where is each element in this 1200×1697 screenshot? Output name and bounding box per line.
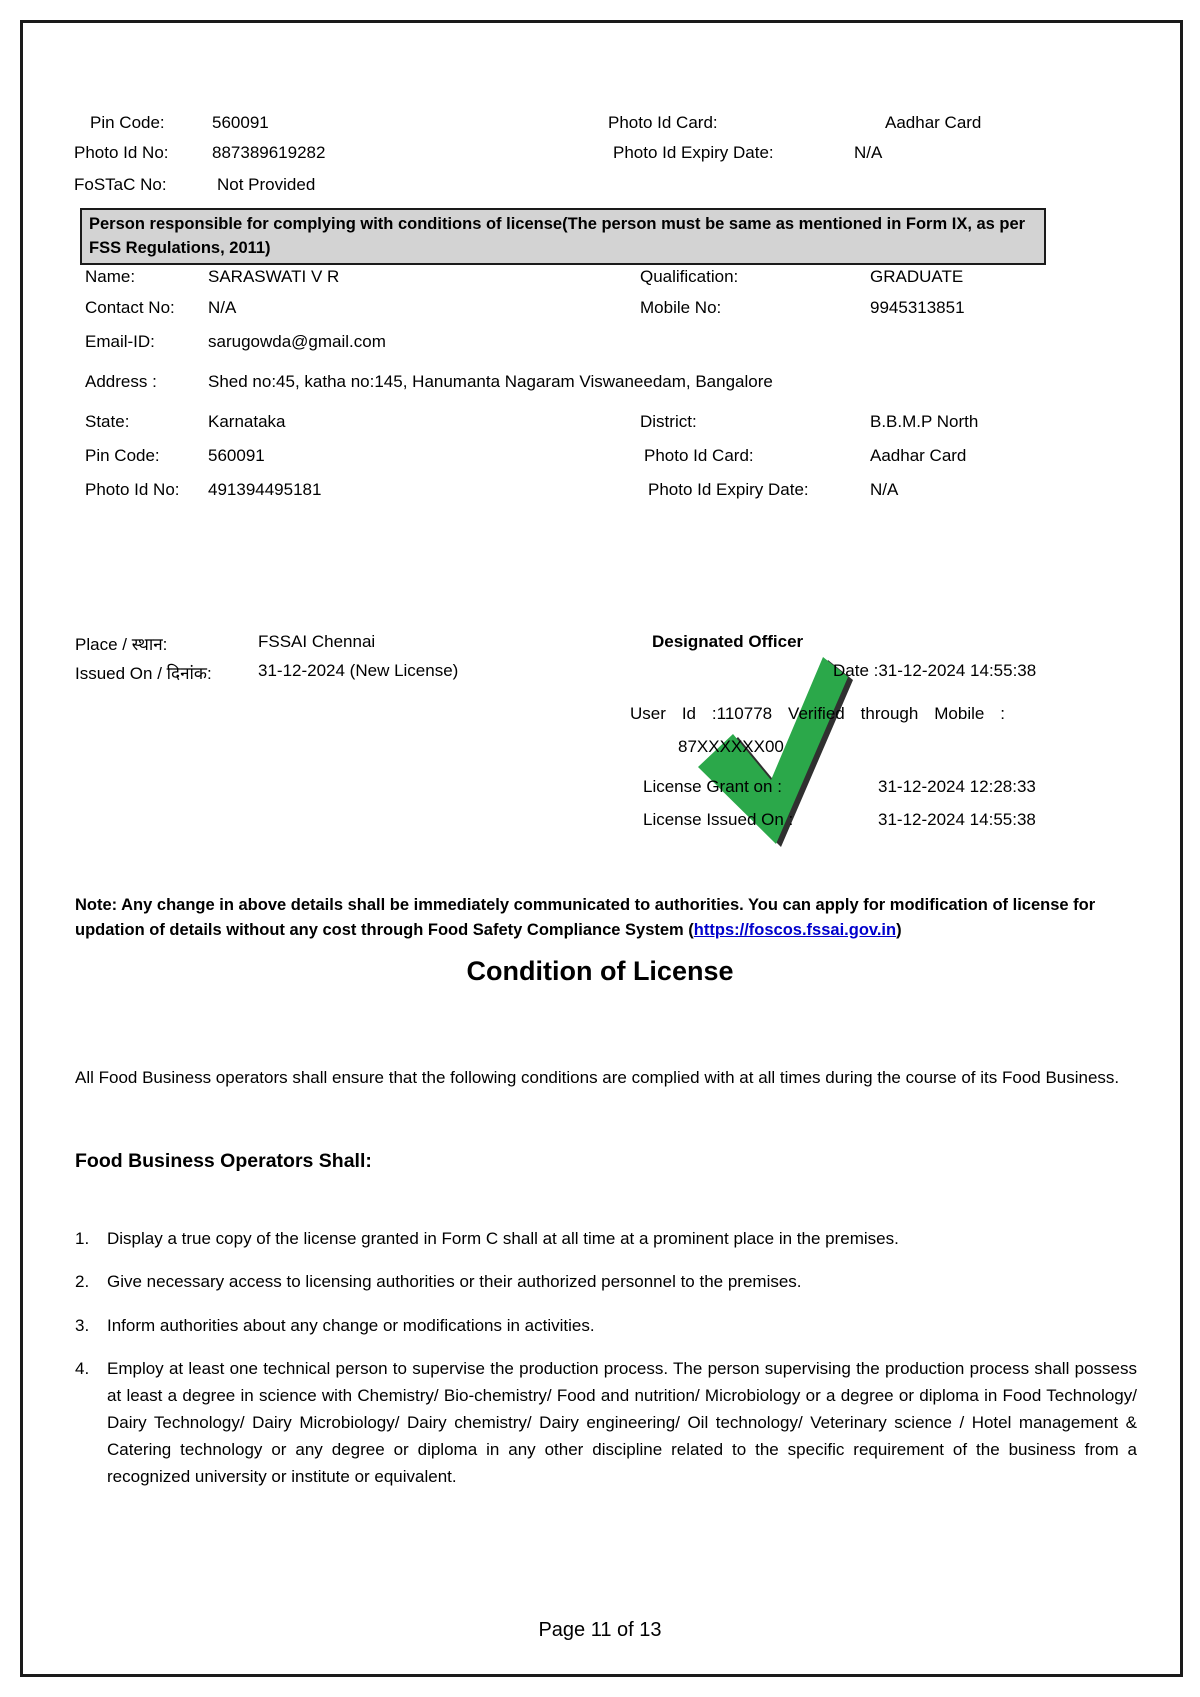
field-label: FoSTaC No: (74, 175, 167, 194)
condition-text: Give necessary access to licensing authorities or their authorized personnel to the premises. (107, 1272, 802, 1291)
condition-text: Display a true copy of the license granted in Form C shall at all time at a prominent place in the premises. (107, 1229, 899, 1248)
person-detail-row (85, 266, 1125, 288)
condition-of-license-title: Condition of License (466, 956, 734, 986)
condition-item (75, 1268, 1137, 1295)
field-value: B.B.M.P North (870, 412, 979, 431)
person-detail-row (85, 297, 1125, 319)
condition-item (75, 1225, 1137, 1252)
field-label: Photo Id No: (74, 143, 169, 162)
field-value: 887389619282 (212, 143, 326, 162)
page-number: Page 11 of 13 (538, 1619, 662, 1641)
condition-text: Inform authorities about any change or modifications in activities. (107, 1316, 595, 1335)
field-value: Aadhar Card (885, 113, 982, 132)
note-text: Note: Any change in above details shall be immediately communicated to authorities. You can apply for modification of license for updation of details without any cost through Food Safety Compliance System ( (75, 896, 1096, 939)
field-label: Pin Code: (90, 113, 165, 132)
condition-number: 3. (75, 1316, 90, 1335)
place-value: FSSAI Chennai (258, 632, 376, 651)
field-value: Shed no:45, katha no:145, Hanumanta Nagaram Viswaneedam, Bangalore (208, 372, 773, 391)
issued-on-row (75, 661, 1125, 684)
field-value: Not Provided (217, 175, 316, 194)
foscos-link[interactable]: https://foscos.fssai.gov.in (693, 920, 897, 939)
masked-mobile: 87XXXXXX00 (678, 737, 784, 756)
field-value: Aadhar Card (870, 446, 967, 465)
field-label: Photo Id No: (85, 480, 180, 499)
field-label: Pin Code: (85, 446, 160, 465)
field-value: 491394495181 (208, 480, 322, 499)
field-label: Mobile No: (640, 298, 722, 317)
field-label: Photo Id Expiry Date: (613, 143, 774, 162)
person-detail-row (85, 331, 1125, 353)
condition-number: 4. (75, 1359, 90, 1378)
designated-officer-label: Designated Officer (652, 632, 804, 651)
field-label: District: (640, 412, 697, 431)
issued-on-value: 31-12-2024 (New License) (258, 661, 459, 680)
person-detail-row (85, 411, 1125, 433)
field-label: Email-ID: (85, 332, 155, 351)
person-detail-row (85, 371, 1125, 393)
field-value: N/A (208, 298, 237, 317)
condition-number: 1. (75, 1229, 90, 1248)
field-value: Karnataka (208, 412, 286, 431)
license-detail-row (74, 142, 1122, 164)
conditions-intro: All Food Business operators shall ensure that the following conditions are complied with at all times during the course of its Food Business. (75, 1068, 1120, 1087)
license-issued-row (643, 810, 1123, 830)
responsible-person-section-header: Person responsible for complying with conditions of license(The person must be same as mentioned in Form IX, as per FSS Regulations, 2011) (80, 208, 1046, 265)
note-suffix: ) (896, 920, 902, 939)
field-label: Address : (85, 372, 157, 391)
grant-value: 31-12-2024 12:28:33 (878, 777, 1036, 796)
signature-date: Date :31-12-2024 14:55:38 (833, 661, 1037, 680)
issued-on-label: Issued On / दिनांक: (75, 664, 212, 683)
field-label: Photo Id Expiry Date: (648, 480, 809, 499)
place-label: Place / स्थान: (75, 635, 168, 654)
fbo-shall-subheading: Food Business Operators Shall: (75, 1150, 372, 1172)
place-row (75, 632, 1125, 655)
field-label: Qualification: (640, 267, 739, 286)
field-value: 560091 (212, 113, 269, 132)
modification-note (75, 893, 1133, 942)
field-label: State: (85, 412, 130, 431)
field-label: Photo Id Card: (644, 446, 754, 465)
license-detail-row (82, 112, 1122, 134)
license-detail-row (74, 174, 1122, 196)
field-value: 560091 (208, 446, 265, 465)
grant-label: License Grant on : (643, 777, 782, 796)
field-label: Name: (85, 267, 136, 286)
condition-text: Employ at least one technical person to supervise the production process. The person supervising the production process shall possess at least a degree in science with Chemistry/ Bio-chemistry/ Food and nutrition/ Microbiology or a degree or diploma in Food Technology/ Dairy Technology/ Dairy Microbiology/ Dairy chemistry/ Dairy engineering/ Oil technology/ Veterinary science / Hotel management & Catering technology or any degree or diploma in any other discipline related to the specific requirement of the business from a recognized university or institute or equivalent. (107, 1359, 1137, 1486)
verified-user-line: User Id :110778 Verified through Mobile : (630, 704, 1005, 723)
field-value: sarugowda@gmail.com (208, 332, 386, 351)
license-grant-row (643, 777, 1123, 797)
field-value: 9945313851 (870, 298, 965, 317)
condition-item (75, 1355, 1137, 1490)
condition-number: 2. (75, 1272, 90, 1291)
condition-item (75, 1312, 1137, 1339)
field-value: SARASWATI V R (208, 267, 340, 286)
field-label: Photo Id Card: (608, 113, 718, 132)
field-value: N/A (870, 480, 899, 499)
field-value: GRADUATE (870, 267, 964, 286)
license-issued-value: 31-12-2024 14:55:38 (878, 810, 1036, 829)
field-value: N/A (854, 143, 883, 162)
person-detail-row (85, 445, 1125, 467)
license-issued-label: License Issued On : (643, 810, 794, 829)
person-detail-row (85, 479, 1125, 501)
field-label: Contact No: (85, 298, 175, 317)
